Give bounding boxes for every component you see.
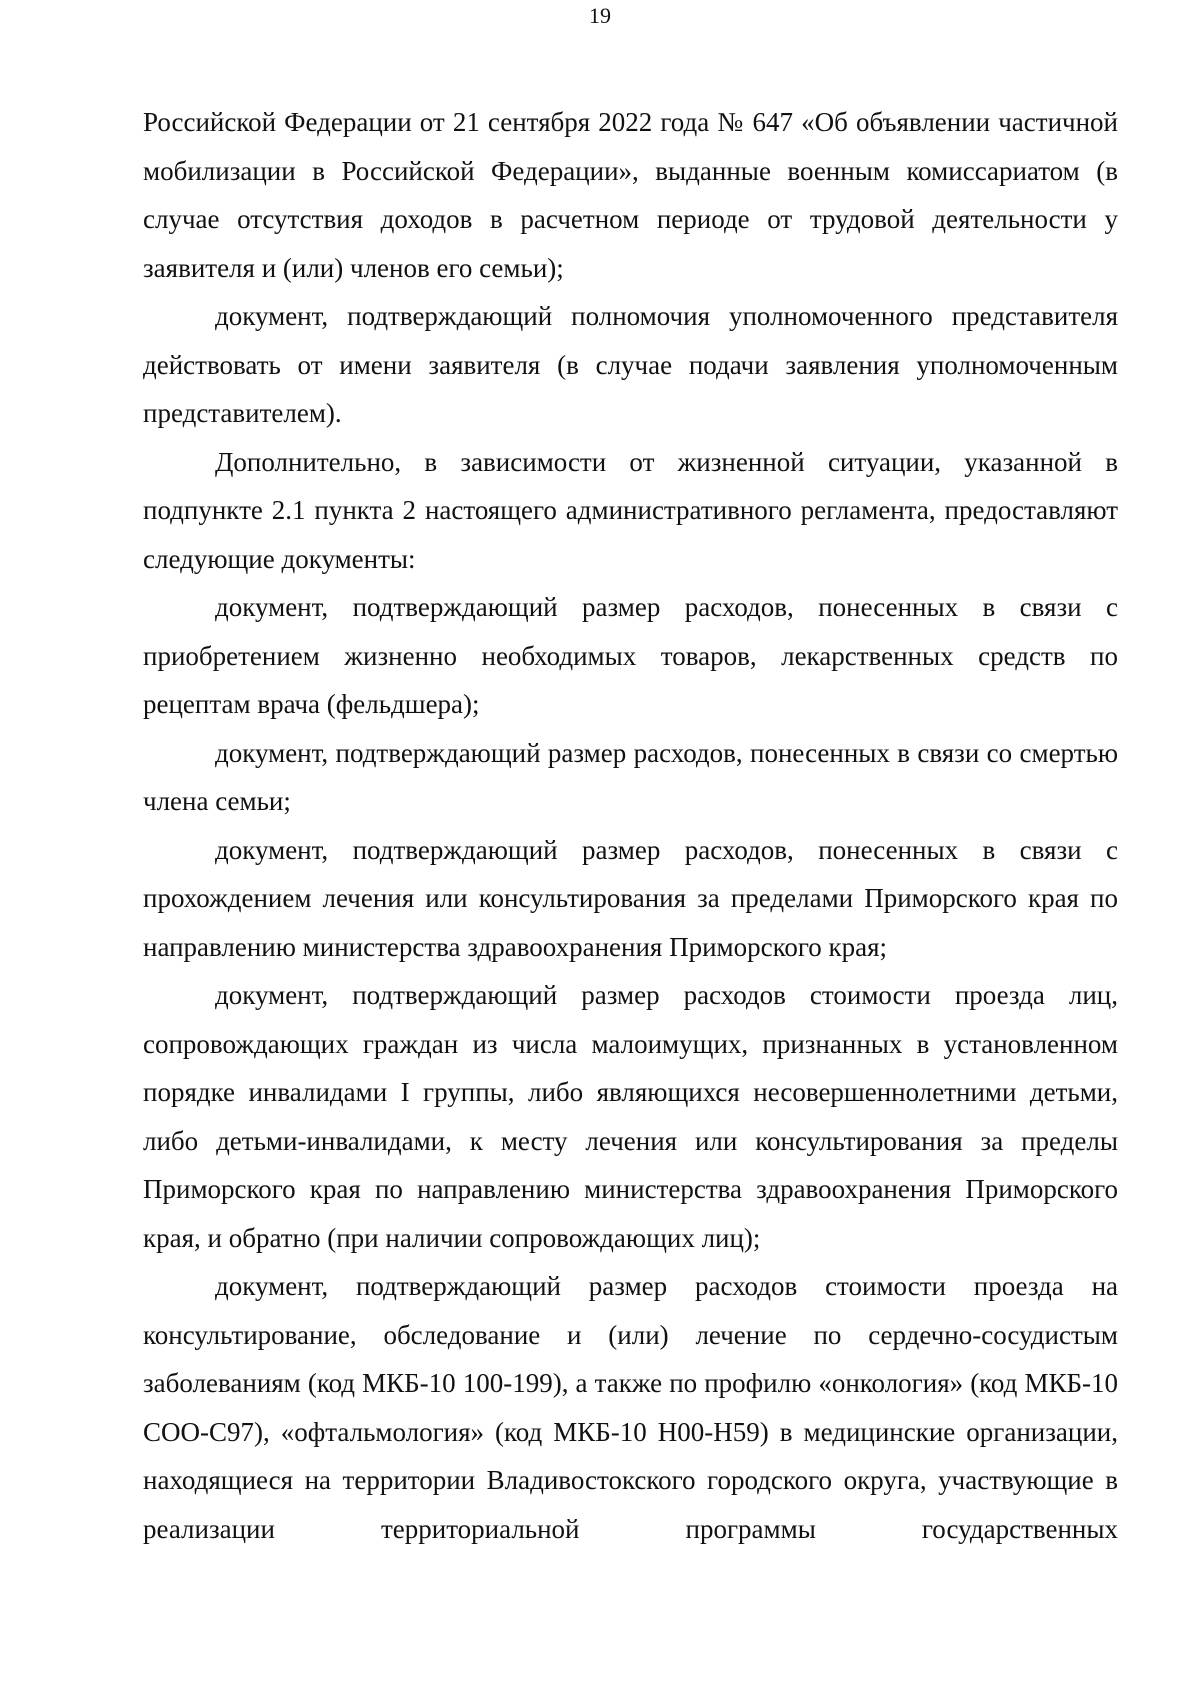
paragraph: документ, подтверждающий размер расходов, понесенных в связи с приобретением жизненно необходимых товаров, лекарственных средств по рецептам врача (фельдшера); (143, 592, 1118, 719)
paragraph: документ, подтверждающий размер расходов, понесенных в связи с прохождением лечения или консультирования за пределами Приморского края по направлению министерства здравоохранения Приморского края; (143, 834, 1118, 962)
document-body (143, 98, 1118, 1553)
paragraph: Российской Федерации от 21 сентября 2022 года № 647 «Об объявлении частичной мобилизации в Российской Федерации», выданные военным комиссариатом (в случае отсутствия доходов в расчетном периоде от трудовой деятельности у заявителя и (или) членов его семьи); (143, 107, 1118, 283)
paragraph: документ, подтверждающий полномочия уполномоченного представителя действовать от имени заявителя (в случае подачи заявления уполномоченным представителем). (143, 301, 1118, 428)
paragraph: документ, подтверждающий размер расходов, понесенных в связи со смертью члена семьи; (143, 737, 1118, 816)
paragraph: документ, подтверждающий размер расходов стоимости проезда на консультирование, обследование и (или) лечение по сердечно-сосудистым заболеваниям (код МКБ-10 100-199), а также по профилю «онкология» (код МКБ-10 СОО-С97), «офтальмология» (код МКБ-10 Н00-Н59) в медицинские организации, находящиеся на территории Владивостокского городского округа, участвующие в реализации территориальной программы государственных (143, 1271, 1118, 1544)
page-number: 19 (589, 3, 611, 28)
paragraph: Дополнительно, в зависимости от жизненной ситуации, указанной в подпункте 2.1 пункта 2 настоящего административного регламента, предоставляют следующие документы: (143, 446, 1118, 574)
paragraph: документ, подтверждающий размер расходов стоимости проезда лиц, сопровождающих граждан из числа малоимущих, признанных в установленном порядке инвалидами I группы, либо являющихся несовершеннолетними детьми, либо детьми-инвалидами, к месту лечения или консультирования за пределы Приморского края по направлению министерства здравоохранения Приморского края, и обратно (при наличии сопровождающих лиц); (143, 980, 1118, 1253)
